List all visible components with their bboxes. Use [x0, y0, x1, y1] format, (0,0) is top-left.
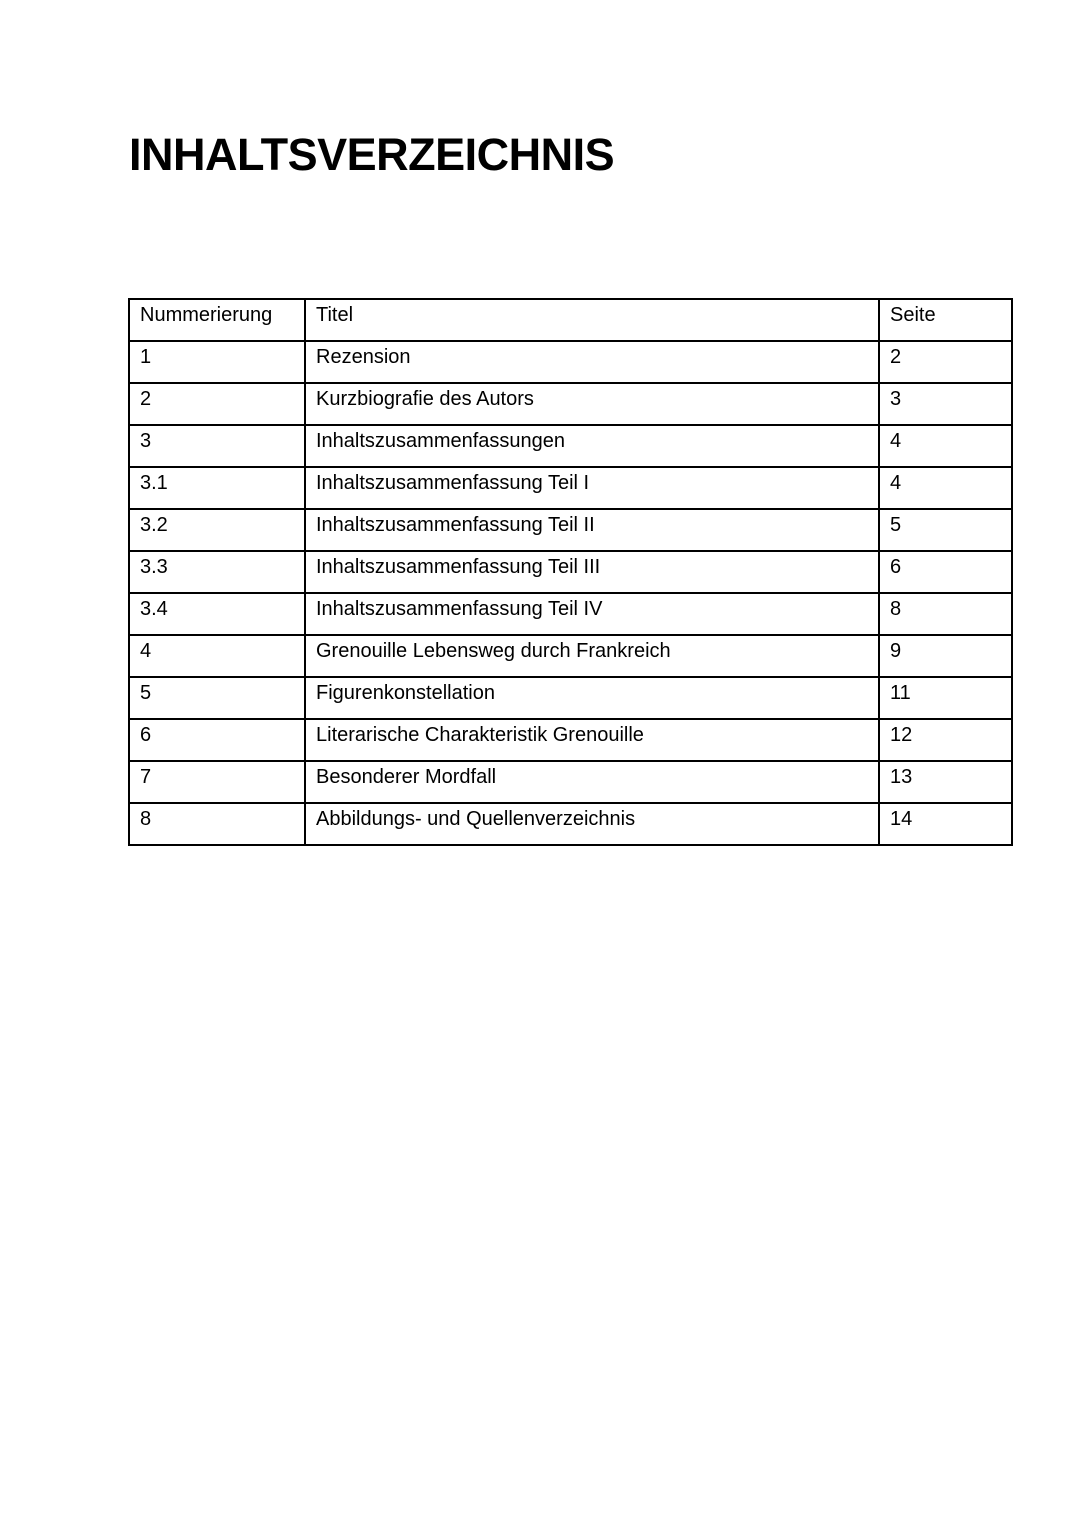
row-page: 4	[879, 467, 1012, 509]
table-row	[129, 593, 1012, 635]
row-number: 8	[129, 803, 305, 845]
row-number: 3.2	[129, 509, 305, 551]
row-number: 3.1	[129, 467, 305, 509]
row-page: 12	[879, 719, 1012, 761]
row-page: 13	[879, 761, 1012, 803]
table-row	[129, 677, 1012, 719]
row-title: Abbildungs- und Quellenverzeichnis	[305, 803, 879, 845]
header-title: Titel	[305, 299, 879, 341]
row-number: 3	[129, 425, 305, 467]
table-row	[129, 761, 1012, 803]
row-title: Inhaltszusammenfassung Teil IV	[305, 593, 879, 635]
table-row	[129, 509, 1012, 551]
table-row	[129, 425, 1012, 467]
row-title: Inhaltszusammenfassungen	[305, 425, 879, 467]
page-title: INHALTSVERZEICHNIS	[129, 129, 615, 180]
table-row	[129, 551, 1012, 593]
row-title: Inhaltszusammenfassung Teil I	[305, 467, 879, 509]
row-number: 4	[129, 635, 305, 677]
row-page: 5	[879, 509, 1012, 551]
table-row	[129, 467, 1012, 509]
row-page: 4	[879, 425, 1012, 467]
table-row	[129, 803, 1012, 845]
row-number: 3.3	[129, 551, 305, 593]
row-title: Inhaltszusammenfassung Teil II	[305, 509, 879, 551]
row-number: 7	[129, 761, 305, 803]
row-page: 6	[879, 551, 1012, 593]
table-row	[129, 635, 1012, 677]
row-title: Inhaltszusammenfassung Teil III	[305, 551, 879, 593]
row-title: Figurenkonstellation	[305, 677, 879, 719]
row-page: 14	[879, 803, 1012, 845]
row-page: 3	[879, 383, 1012, 425]
row-title: Rezension	[305, 341, 879, 383]
header-page: Seite	[879, 299, 1012, 341]
table-row	[129, 341, 1012, 383]
table-row	[129, 719, 1012, 761]
table-of-contents	[128, 298, 1013, 846]
row-title: Literarische Charakteristik Grenouille	[305, 719, 879, 761]
row-title: Grenouille Lebensweg durch Frankreich	[305, 635, 879, 677]
row-number: 2	[129, 383, 305, 425]
row-number: 3.4	[129, 593, 305, 635]
row-number: 5	[129, 677, 305, 719]
header-number: Nummerierung	[129, 299, 305, 341]
row-page: 8	[879, 593, 1012, 635]
row-page: 2	[879, 341, 1012, 383]
row-title: Kurzbiografie des Autors	[305, 383, 879, 425]
row-title: Besonderer Mordfall	[305, 761, 879, 803]
row-number: 1	[129, 341, 305, 383]
table-header-row	[129, 299, 1012, 341]
row-number: 6	[129, 719, 305, 761]
row-page: 11	[879, 677, 1012, 719]
row-page: 9	[879, 635, 1012, 677]
table-row	[129, 383, 1012, 425]
